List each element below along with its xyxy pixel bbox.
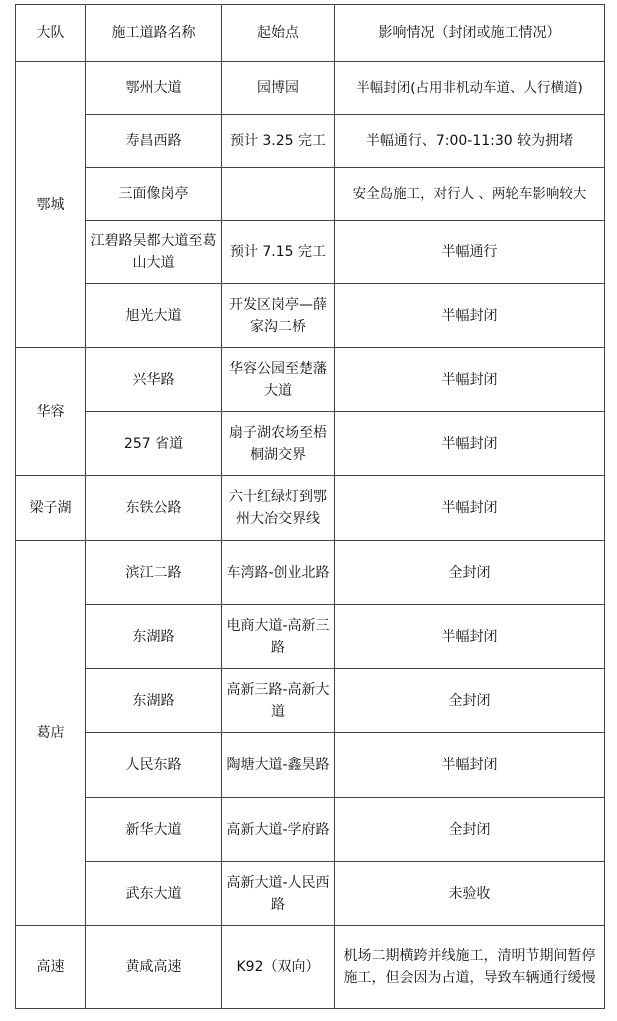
impact-cell: 安全岛施工，对行人 、两轮车影响较大 (335, 168, 605, 221)
impact-cell: 半幅封闭 (335, 476, 605, 541)
section-cell: 扇子湖农场至梧桐湖交界 (222, 412, 335, 476)
section-cell: 园博园 (222, 62, 335, 115)
impact-cell: 半幅封闭 (335, 348, 605, 412)
section-cell: 六十红绿灯到鄂州大冶交界线 (222, 476, 335, 541)
impact-cell: 半幅通行、7:00-11:30 较为拥堵 (335, 115, 605, 168)
road-cell: 黄咸高速 (86, 926, 222, 1009)
impact-cell: 半幅封闭(占用非机动车道、人行横道) (335, 62, 605, 115)
table-row (16, 348, 605, 412)
impact-cell: 全封闭 (335, 541, 605, 605)
road-cell: 新华大道 (86, 798, 222, 862)
header-team: 大队 (16, 5, 86, 62)
section-cell (222, 168, 335, 221)
section-cell: 陶塘大道-鑫昊路 (222, 733, 335, 798)
table-row (16, 733, 605, 798)
team-cell: 华容 (16, 348, 86, 476)
section-cell: 华容公园至楚藩大道 (222, 348, 335, 412)
table-row (16, 62, 605, 115)
road-cell: 257 省道 (86, 412, 222, 476)
impact-cell: 半幅封闭 (335, 412, 605, 476)
impact-cell: 未验收 (335, 862, 605, 926)
table-row (16, 476, 605, 541)
impact-cell: 半幅封闭 (335, 284, 605, 348)
table-row (16, 541, 605, 605)
team-cell: 鄂城 (16, 62, 86, 348)
road-cell: 东铁公路 (86, 476, 222, 541)
road-cell: 旭光大道 (86, 284, 222, 348)
table-row (16, 926, 605, 1009)
table-body (16, 62, 605, 1009)
header-row (16, 5, 605, 62)
section-cell: 预计 7.15 完工 (222, 221, 335, 284)
table-row (16, 115, 605, 168)
section-cell: 车湾路-创业北路 (222, 541, 335, 605)
table-row (16, 221, 605, 284)
road-cell: 鄂州大道 (86, 62, 222, 115)
impact-cell: 半幅封闭 (335, 605, 605, 669)
impact-cell: 半幅通行 (335, 221, 605, 284)
table-row (16, 412, 605, 476)
road-cell: 兴华路 (86, 348, 222, 412)
road-cell: 江碧路吴都大道至葛山大道 (86, 221, 222, 284)
road-cell: 滨江二路 (86, 541, 222, 605)
table-row (16, 605, 605, 669)
road-cell: 东湖路 (86, 605, 222, 669)
header-impact: 影响情况（封闭或施工情况） (335, 5, 605, 62)
section-cell: 高新大道-人民西路 (222, 862, 335, 926)
section-cell: 预计 3.25 完工 (222, 115, 335, 168)
section-cell: 开发区岗亭—薛家沟二桥 (222, 284, 335, 348)
road-cell: 武东大道 (86, 862, 222, 926)
impact-cell: 全封闭 (335, 798, 605, 862)
table-row (16, 669, 605, 733)
section-cell: 高新大道-学府路 (222, 798, 335, 862)
impact-cell: 全封闭 (335, 669, 605, 733)
section-cell: 高新三路-高新大道 (222, 669, 335, 733)
header-section: 起始点 (222, 5, 335, 62)
team-cell: 葛店 (16, 541, 86, 926)
header-road-name: 施工道路名称 (86, 5, 222, 62)
table-row (16, 168, 605, 221)
impact-cell: 半幅封闭 (335, 733, 605, 798)
team-cell: 梁子湖 (16, 476, 86, 541)
road-cell: 寿昌西路 (86, 115, 222, 168)
section-cell: 电商大道-高新三路 (222, 605, 335, 669)
team-cell: 高速 (16, 926, 86, 1009)
table-row (16, 862, 605, 926)
road-cell: 三面像岗亭 (86, 168, 222, 221)
section-cell: K92（双向） (222, 926, 335, 1009)
impact-cell: 机场二期横跨并线施工，清明节期间暂停施工，但会因为占道，导致车辆通行缓慢 (335, 926, 605, 1009)
road-cell: 人民东路 (86, 733, 222, 798)
road-cell: 东湖路 (86, 669, 222, 733)
table-row (16, 284, 605, 348)
road-construction-table (15, 4, 605, 1009)
table-row (16, 798, 605, 862)
